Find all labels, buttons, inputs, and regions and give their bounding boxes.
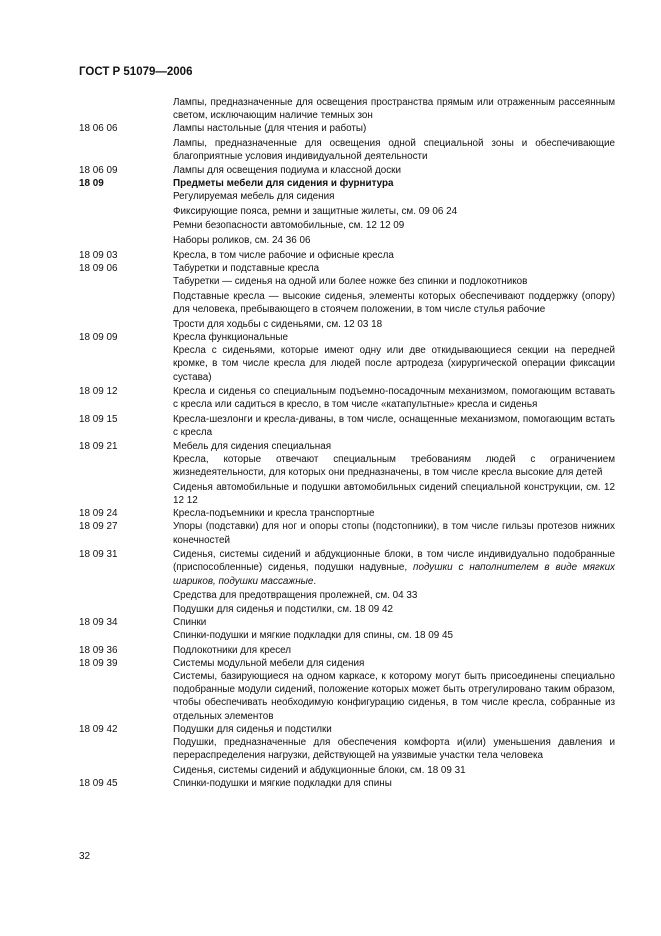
item-text: Кресла с сиденьями, которые имеют одну или две откидывающиеся секции на передней кромке, в том числе кресла для людей после артродеза (хирургической операции фиксации сустава)	[173, 345, 615, 383]
item-text: Спинки-подушки и мягкие подкладки для спины, см. 18 09 45	[173, 629, 453, 641]
document-header: ГОСТ Р 51079—2006	[79, 66, 193, 78]
item-text-regular: Сиденья, системы сидений и абдукционные блоки, в том числе индивидуально подобранные (приспособленные) сиденья, подушки надувные,	[173, 549, 615, 574]
item-text: Наборы роликов, см. 24 36 06	[173, 235, 311, 247]
item-code	[79, 764, 173, 777]
item-code: 18 06 09	[79, 164, 118, 176]
item-text: Подушки для сиденья и подстилки, см. 18 09 42	[173, 603, 393, 615]
item-text-italic: подушки с наполнителем в виде мягких шариков, подушки массажные	[173, 562, 615, 587]
list-item	[79, 603, 615, 616]
item-code: 18 09 06	[79, 262, 118, 274]
item-text: Системы, базирующиеся на одном каркасе, к которому могут быть присоединены специально подобранные модули сидений, положение которых может быть отрегулировано таким образом, чтобы обеспечивать необходимую конфигурацию сиденья, в том числе кресла, собранные из отдельных элементов	[173, 671, 615, 722]
list-item	[79, 122, 615, 135]
list-item	[79, 219, 615, 232]
item-code	[79, 219, 173, 232]
item-text: Кресла, которые отвечают специальным требованиям людей с ограничением жизнедеятельности, для которых они предназначены, в том числе кресла высокие для детей	[173, 453, 615, 478]
item-text: Спинки	[173, 616, 207, 628]
item-text: Кресла и сиденья со специальным подъемно-посадочным механизмом, помогающим вставать с кресла или садиться в кресло, в том числе «катапультные» кресла и сиденья	[173, 386, 615, 411]
list-item	[79, 670, 615, 723]
item-text: Ремни безопасности автомобильные, см. 12 12 09	[173, 220, 405, 232]
item-code	[79, 481, 173, 507]
item-code	[79, 589, 173, 602]
item-code: 18 06 06	[79, 123, 118, 135]
item-code	[79, 290, 173, 316]
list-item	[79, 190, 615, 203]
item-text: Регулируемая мебель для сидения	[173, 190, 335, 202]
item-code: 18 09 36	[79, 644, 118, 656]
item-text: Средства для предотвращения пролежней, см. 04 33	[173, 590, 418, 602]
list-item	[79, 137, 615, 163]
item-text-end: .	[313, 575, 317, 587]
item-text: Фиксирующие пояса, ремни и защитные жилеты, см. 09 06 24	[173, 205, 458, 217]
item-code	[79, 629, 173, 642]
section-title: Предметы мебели для сидения и фурнитура	[173, 177, 394, 189]
list-item	[79, 507, 615, 520]
item-text: Трости для ходьбы с сиденьями, см. 12 03 18	[173, 318, 383, 330]
item-text: Сиденья автомобильные и подушки автомобильных сидений специальной конструкции, см. 12 12 12	[173, 481, 615, 506]
item-code: 18 09 15	[79, 414, 118, 426]
item-text: Табуретки и подставные кресла	[173, 262, 320, 274]
item-code	[79, 234, 173, 247]
item-text: Табуретки — сиденья на одной или более ножке без спинки и подлокотников	[173, 276, 528, 288]
item-text: Упоры (подставки) для ног и опоры стопы (подстопники), в том числе гильзы протезов нижних конечностей	[173, 521, 615, 546]
item-text: Мебель для сидения специальная	[173, 440, 332, 452]
list-item	[79, 290, 615, 316]
item-code	[79, 205, 173, 218]
item-text: Кресла-шезлонги и кресла-диваны, в том числе, оснащенные механизмом, помогающим встать с кресла	[173, 414, 615, 439]
list-item	[79, 589, 615, 602]
item-code: 18 09 21	[79, 440, 118, 452]
section-code: 18 09	[79, 177, 104, 189]
item-text: Подставные кресла — высокие сиденья, элементы которых обеспечивают поддержку (опору) для человека, пребывающего в стоячем положении, в том числе стулья рабочие	[173, 290, 615, 316]
list-item	[79, 249, 615, 262]
list-item	[79, 723, 615, 736]
item-code	[79, 453, 173, 479]
page-number: 32	[79, 851, 91, 862]
item-code	[79, 96, 173, 122]
list-item	[79, 275, 615, 288]
item-code	[79, 137, 173, 163]
list-item	[79, 205, 615, 218]
item-text: Системы модульной мебели для сидения	[173, 657, 365, 669]
item-text: Лампы, предназначенные для освещения одной специальной зоны и обеспечивающие благоприятные условия индивидуальной деятельности	[173, 138, 615, 163]
list-item	[79, 481, 615, 507]
item-code	[79, 603, 173, 616]
item-code: 18 09 45	[79, 778, 118, 790]
item-text	[173, 548, 615, 588]
list-item	[79, 764, 615, 777]
item-code	[79, 736, 173, 762]
list-item	[79, 331, 615, 344]
item-code: 18 09 42	[79, 723, 118, 735]
item-code: 18 09 39	[79, 657, 118, 669]
list-item	[79, 629, 615, 642]
list-item	[79, 644, 615, 657]
list-item	[79, 262, 615, 275]
item-code: 18 09 12	[79, 386, 118, 398]
item-text: Кресла-подъемники и кресла транспортные	[173, 508, 375, 520]
item-code: 18 09 31	[79, 549, 118, 561]
list-item	[79, 318, 615, 331]
list-item	[79, 657, 615, 670]
item-text: Лампы, предназначенные для освещения пространства прямым или отраженным рассеянным светом, исключающим наличие темных зон	[173, 97, 615, 122]
item-code: 18 09 09	[79, 331, 118, 343]
item-text: Подушки для сиденья и подстилки	[173, 723, 332, 735]
item-code: 18 09 24	[79, 508, 118, 520]
item-text: Спинки-подушки и мягкие подкладки для спины	[173, 778, 392, 790]
item-text: Подушки, предназначенные для обеспечения комфорта и(или) уменьшения давления и перераспределения нагрузки, действующей на уязвимые участки тела человека	[173, 737, 615, 762]
item-code: 18 09 03	[79, 249, 118, 261]
list-item	[79, 344, 615, 384]
list-item	[79, 616, 615, 629]
list-item	[79, 234, 615, 247]
item-text: Кресла, в том числе рабочие и офисные кресла	[173, 249, 394, 261]
list-item	[79, 520, 615, 546]
list-item	[79, 440, 615, 453]
item-code	[79, 318, 173, 331]
list-item	[79, 413, 615, 439]
list-item	[79, 548, 615, 588]
item-text: Подлокотники для кресел	[173, 644, 292, 656]
item-code	[79, 670, 173, 723]
item-text: Кресла функциональные	[173, 331, 288, 343]
item-code	[79, 275, 173, 288]
list-item	[79, 777, 615, 790]
classification-list	[79, 96, 615, 790]
item-code: 18 09 27	[79, 521, 118, 533]
section-heading	[79, 177, 615, 190]
list-item	[79, 164, 615, 177]
list-item	[79, 453, 615, 479]
item-code	[79, 190, 173, 203]
list-item	[79, 96, 615, 122]
list-item	[79, 736, 615, 762]
item-text: Лампы настольные (для чтения и работы)	[173, 123, 367, 135]
item-code: 18 09 34	[79, 616, 118, 628]
item-text: Сиденья, системы сидений и абдукционные блоки, см. 18 09 31	[173, 764, 466, 776]
list-item	[79, 385, 615, 411]
item-code	[79, 344, 173, 384]
item-text: Лампы для освещения подиума и классной доски	[173, 164, 401, 176]
